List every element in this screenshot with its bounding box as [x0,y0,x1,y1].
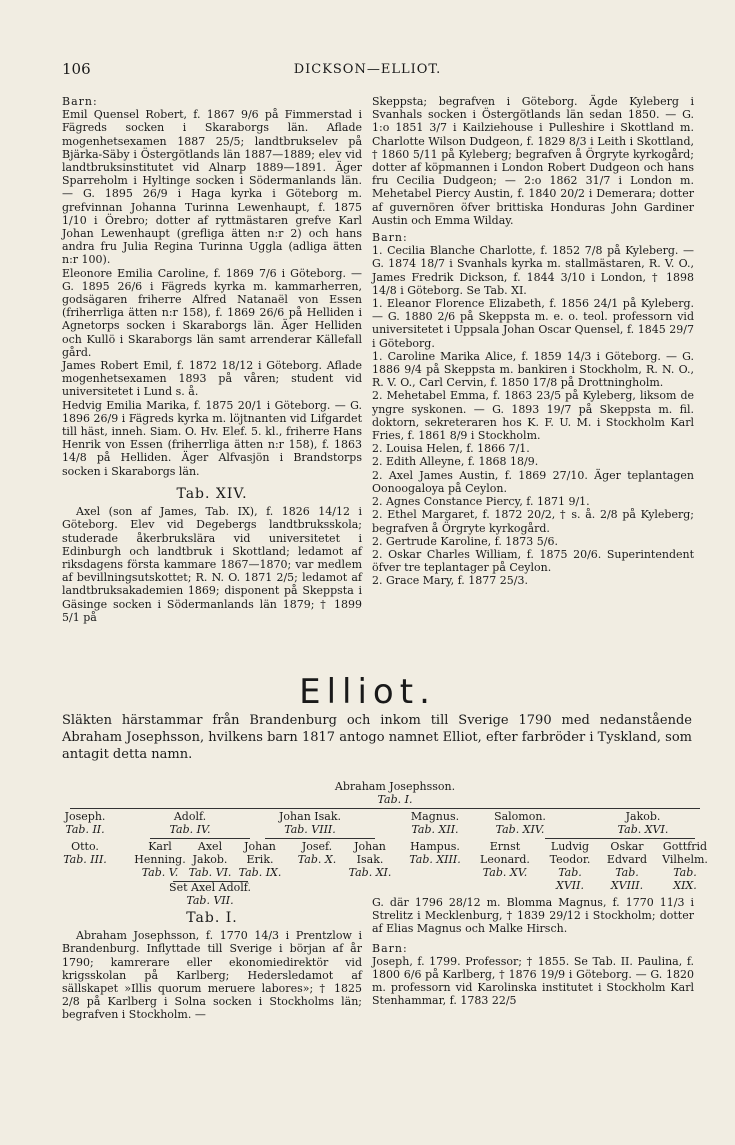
tree-line [265,838,375,839]
bottom-left-column [62,912,362,1022]
tree-gen3: Gottfrid [662,840,708,853]
child-entry: Joseph, f. 1799. Professor; † 1855. Se Tab. II. Paulina, f. 1800 6/6 på Karlberg, † 1876 19/9 i Göteborg. — G. 1820 m. professorn vid Karolinska institutet i Stockholm Karl Stenhammar, f. 1783 22/5 [372,954,694,1008]
tree-gen3-c: Tab. IX. [238,866,282,879]
tab-xiv-heading: Tab. XIV. [176,485,248,502]
tree-gen3-b: Vilhelm. [662,853,708,866]
marriage-entry: G. där 1796 28/12 m. Blomma Magnus, f. 1770 11/3 i Strelitz i Mecklenburg, † 1839 29/12 i Stockholm; dotter af Elias Magnus och Malke Hirsch. [372,896,694,936]
bottom-right-column [372,896,694,1008]
tree-gen3-b: Tab. X. [297,853,337,866]
barn-heading-bottom: Barn: [372,941,408,955]
tree-gen3: Axel [197,840,223,853]
tree-gen3-b: Henning. [134,853,186,866]
tree-gen3-d: XIX. [673,879,697,892]
family-tree [55,780,708,907]
tree-gen3-c: Tab. [615,866,639,879]
page-number: 106 [62,60,91,78]
tree-gen3-b: Tab. XIII. [409,853,461,866]
child-entry: Emil Quensel Robert, f. 1867 9/6 på Fimmerstad i Fägreds socken i Skaraborgs län. Aflade mogenhetsexamen 1887 25/5; landtbrukselev på Bjärka-Säby i Östergötlands län 1887—1889; elev vid landtbruksinstitutet vid Alnarp 1889—1891. Äger Sparreholm i Hyltinge socken i Södermanlands län. — G. 1895 26/9 i Haga kyrka i Göteborg m. grefvinnan Johanna Turinna Lewenhaupt, f. 1875 1/10 i Örebro; dotter af ryttmästaren grefve Karl Johan Lewenhaupt (grefliga ätten n:r 2) och hans andra fru Julia Regina Turinna Uggla (adliga ätten n:r 100). [62,108,362,267]
child-entry: 2. Edith Alleyne, f. 1868 18/9. [372,455,539,469]
tree-gen2: Adolf. [173,810,207,823]
tree-gen3: Ludvig [550,840,590,853]
child-entry: 1. Caroline Marika Alice, f. 1859 14/3 i Göteborg. — G. 1886 9/4 på Skeppsta m. bankiren i Stockholm, R. N. O., R. V. O., Carl Cervin, f. 1850 17/8 på Drottningholm. [372,349,694,390]
tree-line [150,838,250,839]
tree-gen3-c: Tab. VI. [188,866,232,879]
child-entry: 2. Ethel Margaret, f. 1872 20/2, † s. å. 2/8 på Kyleberg; begrafven å Örgryte kyrkogård. [372,508,694,535]
tab-xiv-text: Axel (son af James, Tab. IX), f. 1826 14/12 i Göteborg. Elev vid Degebergs landtbruksskola; studerade åkerbrukslära vid universitetet i Edinburgh och landtbruk i Skottland; ledamot af riksdagens första kammare 1867—1870; var medlem af bevillningsutskottet; R. N. O. 1871 2/5; ledamot af landtbruksakademien 1869; disponent på Skeppsta i Gäsinge socken i Södermanlands län 1879; † 1899 5/1 på [62,505,362,624]
child-entry: 2. Grace Mary, f. 1877 25/3. [372,574,528,588]
tree-gen3-d: XVIII. [610,879,644,892]
tree-gen3-b: Teodor. [549,853,591,866]
child-entry: 1. Cecilia Blanche Charlotte, f. 1852 7/8 på Kyleberg. — G. 1874 18/7 i Svanhals kyrka m. stallmästaren, R. V. O., James Fredrik Dickson, f. 1844 3/10 i London, † 1898 14/8 i Göteborg. Se Tab. XI. [372,244,694,297]
tree-sub: Set Axel Adolf. [169,881,251,894]
left-column [62,95,362,624]
right-column [372,95,694,588]
tree-gen3-c: Tab. XV. [482,866,528,879]
child-entry: 2. Louisa Helen, f. 1866 7/1. [372,442,530,456]
tree-line [545,838,695,839]
family-title: Elliot. [299,672,436,712]
tree-sub-tab: Tab. VII. [186,894,234,907]
tab-i-heading: Tab. I. [186,910,238,926]
barn-heading-right: Barn: [372,231,408,245]
tree-gen3-c: Tab. XI. [348,866,392,879]
tree-gen3: Oskar [610,840,644,853]
tree-gen3-d: XVII. [556,879,584,892]
tree-gen3-b: Isak. [356,853,384,866]
tree-gen3-c: Tab. V. [141,866,179,879]
tree-gen2-tab: Tab. XII. [411,823,459,836]
tree-gen3-b: Tab. III. [63,853,107,866]
tree-gen3: Johan [244,840,276,853]
tab-i-text: Abraham Josephsson, f. 1770 14/3 i Prentzlow i Brandenburg. Inflyttade till Sverige i början af år 1790; kamrerare eller ekonomiedirektör vid krigsskolan på Karlberg; Hedersledamot af sällskapet »Illis quorum meruere labores»; † 1825 2/8 på Karlberg i Solna socken i Stockholms län; begrafven i Stockholm. — [62,929,362,1022]
tree-gen2: Salomon. [494,810,546,823]
family-intro: Släkten härstammar från Brandenburg och inkom till Sverige 1790 med nedanstående Abraham Josephsson, hvilkens barn 1817 antogo namnet Elliot, efter farbröder i Tyskland, som antagit detta namn. [62,713,692,762]
tree-gen3: Karl [148,840,172,853]
child-entry: 2. Oskar Charles William, f. 1875 20/6. Superintendent öfver tre teplantager på Ceylon. [372,547,694,575]
running-head: DICKSON—ELLIOT. [293,62,442,77]
page-header [0,60,735,80]
tree-gen2-tab: Tab. VIII. [284,823,336,836]
child-entry: Eleonore Emilia Caroline, f. 1869 7/6 i Göteborg. — G. 1895 26/6 i Fägreds kyrka m. kammarherren, godsägaren friherre Alfred Natanaël von Essen (friherrliga ätten n:r 158), f. 1869 26/6 på Helliden i Agnetorps socken i Skaraborgs län. Äger Helliden och Kullö i Skaraborgs län samt arrenderar Källefall gård. [62,266,362,359]
barn-heading: Barn: [62,95,98,108]
tree-root: Abraham Josephsson. [334,780,456,793]
child-entry: 2. Axel James Austin, f. 1869 27/10. Äger teplantagen Oonoogaloya på Ceylon. [372,468,694,495]
tree-gen2: Jakob. [625,810,661,823]
child-entry: James Robert Emil, f. 1872 18/12 i Göteborg. Aflade mogenhetsexamen 1893 på våren; student vid universitetet i Lund s. å. [62,359,362,399]
tree-gen2-tab: Tab. XVI. [617,823,669,836]
tree-gen2-tab: Tab. IV. [169,823,211,836]
tree-gen3: Josef. [301,840,333,853]
child-entry: 2. Agnes Constance Piercy, f. 1871 9/1. [372,495,590,509]
tree-gen3-b: Edvard [606,853,648,866]
tree-gen3-b: Jakob. [192,853,228,866]
continued-entry: Skeppsta; begrafven i Göteborg. Ägde Kyleberg i Svanhals socken i Östergötlands län sedan 1850. — G. 1:o 1851 3/7 i Kailziehouse i Pulleshire i Skottland m. Charlotte Wilson Dudgeon, f. 1829 8/3 i Leith i Skottland, † 1860 5/11 på Kyleberg; begrafven å Örgryte kyrkogård; dotter af köpmannen i London Robert Dudgeon och hans fru Cecilia Dudgeon; — 2:o 1862 31/7 i London m. Mehetabel Piercy Austin, f. 1840 20/2 i Demerara; dotter af guvernören öfver brittiska Honduras John Gardiner Austin och Emma Wilday. [372,95,694,227]
tree-gen3-c: Tab. [558,866,582,879]
child-entry: 2. Gertrude Karoline, f. 1873 5/6. [372,534,559,548]
tree-gen3-b: Erik. [246,853,274,866]
tree-gen3-b: Leonard. [480,853,530,866]
tree-gen2-tab: Tab. XIV. [495,823,545,836]
tree-gen3: Hampus. [410,840,460,853]
tree-gen2: Magnus. [410,810,460,823]
tree-root-tab: Tab. I. [377,793,413,806]
child-entry: Hedvig Emilia Marika, f. 1875 20/1 i Göteborg. — G. 1896 26/9 i Fägreds kyrka m. löjtnanten vid Lifgardet till häst, inneh. Siam. O. Hv. Elef. 5. kl., friherre Hans Henrik von Essen (friherrliga ätten n:r 158), f. 1863 14/8 på Helliden. Äger Alfvasjön i Brandstorps socken i Skaraborgs län. [62,398,362,478]
tree-gen2-tab: Tab. II. [65,823,105,836]
tree-gen2: Johan Isak. [279,810,341,823]
tree-gen2: Joseph. [64,810,106,823]
tree-gen3: Ernst [489,840,521,853]
tree-gen3: Otto. [71,840,99,853]
tree-gen3-c: Tab. [673,866,697,879]
tree-gen3: Johan [354,840,386,853]
child-entry: 2. Mehetabel Emma, f. 1863 23/5 på Kyleberg, liksom de yngre syskonen. — G. 1893 19/7 på Skeppsta m. fil. doktorn, sekreteraren hos K. F. U. M. i Stockholm Karl Fries, f. 1861 8/9 i Stockholm. [372,389,694,443]
child-entry: 1. Eleanor Florence Elizabeth, f. 1856 24/1 på Kyleberg. — G. 1880 2/6 på Skeppsta m. e. o. teol. professorn vid universitetet i Uppsala Johan Oscar Quensel, f. 1845 29/7 i Göteborg. [372,297,694,350]
tree-line [70,808,700,809]
